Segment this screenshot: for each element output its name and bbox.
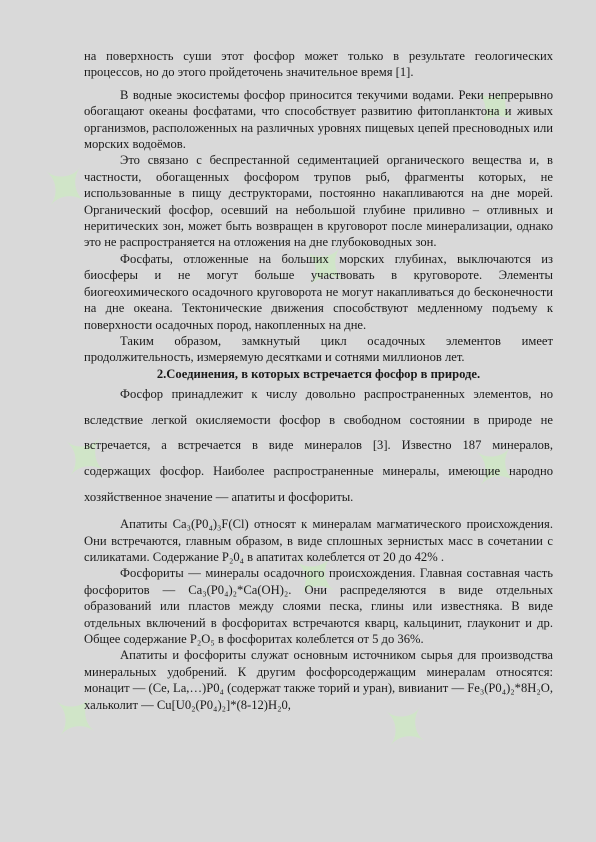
paragraph: Апатиты Ca₃(P0₄)₃F(Cl) относят к минералам магматического происхождения. Они встречаются, главным образом, в виде сплошных зернистых масс в сочетании с силикатами. Содержание P₂0₄ в апатитах колеблется от 20 до 42% . [84,517,553,564]
paragraph: на поверхность суши этот фосфор может только в результате геологических процессов, но до этого пройдеточень значительное время [1]. [84,49,553,80]
watermark: ✦ [451,62,545,152]
watermark: ✦ [31,672,125,762]
paragraph: Это связано с беспрестанной седиментацией органического вещества и, в частности, обогащенных фосфором трупов рыб, фрагменты которых, не использованные в пищу деструкторами, постоянно накапливаются на дне морей. Органический фосфор, осевший на небольшой глубине приливно – отливных и неритических зон, может быть возвращен в круговорот после минерализации, однако это не распространяется на отложения на дне глубоководных зон. [84,153,553,250]
paragraph: Фосфориты — минералы осадочного происхождения. Главная составная часть фосфоритов — Ca₃(P0₄)₂*Ca(OH)₂. Они распределяются в виде отдельных образований или пластов между слоями песка, глины или известняка. В виде отдельных включений в фосфоритах встречаются кварц, кальцинит, глауконит и др. Общее содержание P₂O₅ в фосфоритах колеблется от 5 до 36%. [84,566,553,646]
paragraph: Апатиты и фосфориты служат основным источником сырья для производства минеральных удобрений. К другим фосфорсодержащим минералам относятся: монацит — (Ce, La,…)P0₄ (содержат также торий и уран), вивианит — Fe₃(P0₄)₂*8H₂O, хальколит — Cu[U0₂(P0₄)₂]*(8-12)H₂0, [84,648,553,712]
watermark: ✦ [451,422,545,512]
paragraph: Фосфор принадлежит к числу довольно распространенных элементов, но вследствие легкой окисляемости фосфор в свободном состоянии в природе не встречается, а встречается в виде минералов [3]. Известно 187 минералов, содержащих фосфор. Наиболее распространенные минералы, имеющие народно хозяйственное значение — апатиты и фосфориты. [84,387,553,504]
watermark: ✦ [41,412,135,502]
paragraph: Фосфаты, отложенные на больших морских глубинах, выключаются из биосферы и не могут больше участвовать в круговороте. Элементы биогеохимического осадочного круговорота не могут накапливаться до бесконечности на дне океана. Тектонические движения способствуют медленному подъему к поверхности осадочных пород, накопленных на дне. [84,251,553,332]
watermark: ✦ [281,222,375,312]
watermark: ✦ [361,682,455,772]
paragraph: В водные экосистемы фосфор приносится текучими водами. Реки непрерывно обогащают океаны фосфатами, что способствует развитию фитопланктона и живых организмов, расположенных на различных уровнях пищевых цепей пресноводных или морских водоёмов. [84,87,553,152]
body-text [84,48,553,713]
watermark: ✦ [271,532,365,622]
section-heading: 2.Соединения, в которых встречается фосфор в природе. [156,366,481,381]
watermark: ✦ [21,142,115,232]
paragraph: Таким образом, замкнутый цикл осадочных элементов имеет продолжительность, измеряемую десятками и сотнями миллионов лет. [84,333,553,365]
